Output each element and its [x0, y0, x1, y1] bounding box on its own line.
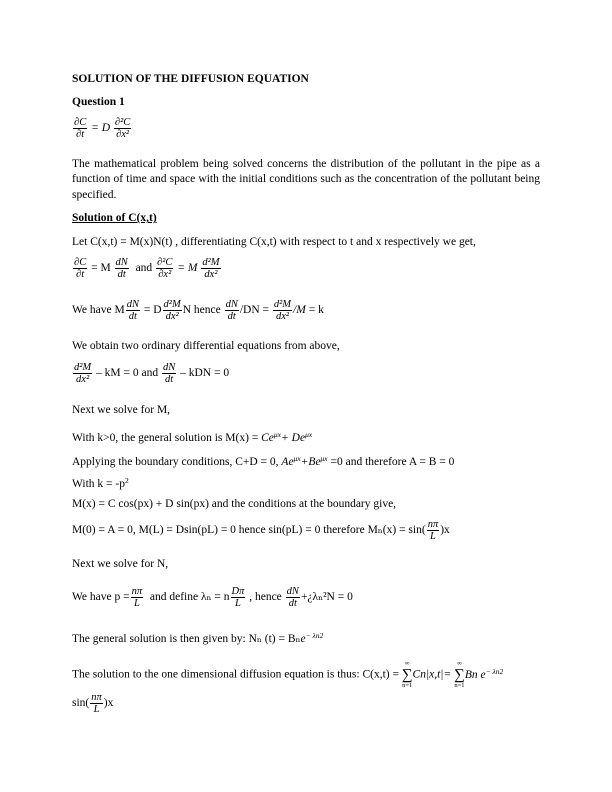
line-solution: The solution to the one dimensional diffusion equation is thus: C(x,t) = ∞ ∑ n=1 Cn|x,t|= ∞ ∑ n=1 Bn $e^{- \lambda n2}$ [72, 660, 504, 689]
partials-equation: $\frac{\partial C}{\partial t}$ = M $\frac{dN}{dt}$ and $\frac{\text{∂²C}}{\text{∂x²}}$ = M $\frac{\text{d²M}}{\text{dx²}}$ [74, 257, 220, 280]
line-obtain: We obtain two ordinary differential equations from above, [72, 340, 340, 352]
line-mx: M(x) = C cos(px) + D sin(px) and the conditions at the boundary give, [72, 498, 397, 510]
question-heading: Question 1 [72, 96, 125, 108]
line-general: The general solution is then given by: Nₙ (t) = Bₙe$^{- \lambda n2}$ [72, 631, 324, 645]
section-heading: Solution of C(x,t) [72, 212, 157, 224]
line-next-n: Next we solve for N, [72, 558, 169, 570]
line-let: Let C(x,t) = M(x)N(t) , differentiating C(x,t) with respect to t and x respectively we get, [72, 236, 476, 248]
document-title: SOLUTION OF THE DIFFUSION EQUATION [72, 73, 309, 85]
line-m0: M(0) = A = 0, M(L) = Dsin(pL) = 0 hence sin(pL) = 0 therefore Mₙ(x) = sin( $\frac{n\pi}{L}$ )x [72, 519, 450, 542]
diffusion-equation: $\frac{\partial C}{\partial t}$ = D $\frac{\text{∂²C}}{\text{∂x²}}$ [74, 117, 131, 140]
line-k-positive: With k>0, the general solution is $M(x) = Ce^{\mu x}+ De^{\mu x}$ [72, 430, 313, 444]
odes-equation: $\frac{\text{d²M}}{\text{dx²}}$ – kM = 0 and $\frac{dN}{dt}$ – kDN = 0 [74, 362, 230, 385]
line-we-have: We have M $\frac{dN}{dt}$ = D $\frac{\text{d²M}}{\text{dx²}}$ N hence $\frac{dN}{dt}$ /DN = $\frac{\text{d²M}}{\text{dx²}}$ /M = k [72, 299, 324, 322]
line-k-negative: With $k = -p^2$ [72, 476, 129, 490]
line-p: We have p = $\frac{n\pi}{L}$ and define λₙ = n $\frac{D\pi}{L}$ , hence $\frac{dN}{dt}$ +¿λₙ²N = 0 [72, 586, 353, 609]
line-boundary: Applying the boundary conditions, C+D = 0, $Ae^{\mu x}+Be^{\mu x} =0$ and therefore A = B = 0 [72, 454, 455, 468]
intro-paragraph: The mathematical problem being solved concerns the distribution of the pollutant in the pipe as a function of time and space with the initial conditions such as the concentration of the pollutant being specified. [72, 158, 540, 201]
line-next-m: Next we solve for M, [72, 404, 171, 416]
line-final: sin( $\frac{n\pi}{L}$ )x [72, 692, 114, 715]
